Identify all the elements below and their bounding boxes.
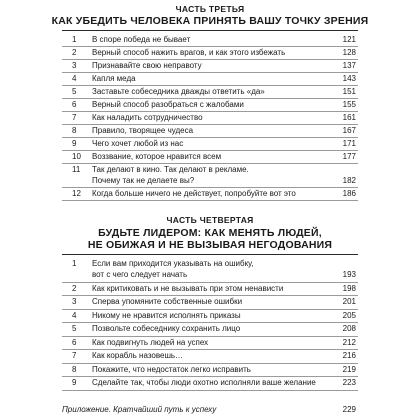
toc-item-page: 137 bbox=[342, 61, 356, 70]
part3-label: ЧАСТЬ ТРЕТЬЯ bbox=[175, 4, 245, 14]
toc-item-title: Так делают в кино. Так делают в рекламе. bbox=[92, 165, 249, 174]
toc-item-title: Воззвание, которое нравится всем bbox=[92, 152, 222, 161]
toc-row bbox=[62, 322, 358, 337]
toc-item-number: 4 bbox=[72, 74, 77, 83]
toc-item-page: 205 bbox=[342, 310, 356, 320]
toc-item-number: 10 bbox=[72, 152, 81, 161]
toc-item-title: вот с чего следует начать bbox=[92, 270, 188, 279]
part4-title-rule bbox=[62, 254, 358, 255]
toc-item-page: 186 bbox=[342, 188, 356, 198]
toc-item-page: 161 bbox=[342, 113, 356, 122]
toc-item-title: Верный способ разобраться с жалобами bbox=[92, 100, 244, 109]
afterword-row bbox=[62, 405, 358, 415]
toc-item-number: 11 bbox=[72, 165, 81, 174]
toc-row bbox=[62, 336, 358, 351]
toc-item-title: Если вам приходится указывать на ошибку, bbox=[92, 259, 254, 268]
toc-item-title: Правило, творящее чудеса bbox=[92, 126, 194, 135]
toc-row bbox=[62, 33, 358, 47]
toc-row bbox=[62, 59, 358, 73]
toc-item-page: 167 bbox=[342, 126, 356, 135]
toc-item-page: 193 bbox=[342, 270, 356, 279]
toc-item-number: 9 bbox=[72, 139, 77, 148]
toc-item-number: 12 bbox=[72, 188, 81, 198]
toc-item-page: 177 bbox=[342, 152, 356, 161]
toc-item-number: 5 bbox=[72, 87, 77, 96]
toc-row bbox=[62, 282, 358, 297]
toc-item-number: 7 bbox=[72, 351, 77, 360]
toc-item-title: Чего хочет любой из нас bbox=[92, 139, 184, 148]
toc-item-page: 128 bbox=[342, 48, 356, 57]
toc-item-number: 2 bbox=[72, 283, 77, 293]
toc-row bbox=[62, 72, 358, 86]
toc-item-number: 6 bbox=[72, 337, 77, 347]
toc-item-title: Как наладить сотрудничество bbox=[92, 113, 203, 122]
afterword-text: Приложение. Кратчайший путь к успеху bbox=[62, 405, 217, 414]
toc-row bbox=[62, 98, 358, 112]
toc-row bbox=[62, 309, 358, 324]
toc-item-page: 208 bbox=[342, 324, 356, 333]
part4-label: ЧАСТЬ ЧЕТВЕРТАЯ bbox=[166, 215, 254, 225]
toc-row bbox=[62, 163, 358, 188]
toc-row bbox=[62, 363, 358, 378]
toc-item-number: 8 bbox=[72, 364, 77, 374]
part4-title-line2: НЕ ОБИЖАЯ И НЕ ВЫЗЫВАЯ НЕГОДОВАНИЯ bbox=[87, 239, 333, 251]
toc-item-number: 1 bbox=[72, 35, 77, 44]
toc-item-title: Позвольте собеседнику сохранить лицо bbox=[92, 324, 241, 333]
toc-item-page: 198 bbox=[342, 283, 356, 293]
toc-row bbox=[62, 295, 358, 310]
toc-row bbox=[62, 150, 358, 164]
toc-row bbox=[62, 85, 358, 99]
toc-item-title: Покажите, что недостаток легко исправить bbox=[92, 364, 251, 374]
toc-item-title: Признавайте свою неправоту bbox=[92, 61, 202, 70]
toc-row bbox=[62, 376, 358, 391]
toc-row bbox=[62, 349, 358, 364]
toc-item-number: 5 bbox=[72, 324, 77, 333]
toc-item-number: 3 bbox=[72, 297, 77, 306]
toc-row bbox=[62, 111, 358, 125]
toc-item-title: Как критиковать и не вызывать при этом ненависти bbox=[92, 283, 284, 293]
toc-item-number: 9 bbox=[72, 378, 77, 387]
toc-item-title: Верный способ нажить врагов, и как этого избежать bbox=[92, 48, 286, 57]
afterword-page: 229 bbox=[342, 405, 356, 414]
toc-item-title: Заставьте собеседника дважды ответить «да» bbox=[92, 87, 265, 96]
toc-item-page: 212 bbox=[342, 337, 356, 347]
toc-item-page: 143 bbox=[342, 74, 356, 83]
toc-row bbox=[62, 137, 358, 151]
toc-item-number: 8 bbox=[72, 126, 77, 135]
toc-item-title: Никому не нравится исполнять приказы bbox=[92, 310, 241, 320]
toc-item-number: 4 bbox=[72, 310, 77, 320]
toc-item-title: Капля меда bbox=[92, 74, 136, 83]
toc-item-title: В споре победа не бывает bbox=[92, 35, 191, 44]
toc-item-title: Почему так не делаете вы? bbox=[92, 175, 195, 185]
toc-item-page: 151 bbox=[342, 87, 356, 96]
toc-item-number: 7 bbox=[72, 113, 77, 122]
toc-item-number: 1 bbox=[72, 259, 77, 268]
toc-item-page: 171 bbox=[342, 139, 356, 148]
toc-item-number: 6 bbox=[72, 100, 77, 109]
toc-item-page: 216 bbox=[342, 351, 356, 360]
toc-item-page: 223 bbox=[342, 378, 356, 387]
toc-item-page: 182 bbox=[342, 175, 356, 185]
toc-item-title: Когда больше ничего не действует, попробуйте вот это bbox=[92, 188, 296, 198]
part3-title-rule bbox=[62, 30, 358, 31]
toc-item-page: 155 bbox=[342, 100, 356, 109]
toc-item-number: 2 bbox=[72, 48, 77, 57]
toc-item-number: 3 bbox=[72, 61, 77, 70]
toc-row bbox=[62, 124, 358, 138]
toc-row bbox=[62, 257, 358, 283]
toc-row bbox=[62, 46, 358, 60]
toc-row bbox=[62, 187, 358, 201]
toc-item-title: Как корабль назовешь… bbox=[92, 351, 184, 360]
toc-item-page: 121 bbox=[342, 35, 356, 44]
toc-item-page: 201 bbox=[342, 297, 356, 306]
toc-item-title: Сперва упомяните собственные ошибки bbox=[92, 297, 243, 306]
toc-item-title: Сделайте так, чтобы люди охотно исполняли ваше желание bbox=[92, 378, 316, 387]
part4-title-line1: БУДЬТЕ ЛИДЕРОМ: КАК МЕНЯТЬ ЛЮДЕЙ, bbox=[98, 227, 322, 239]
part3-title: КАК УБЕДИТЬ ЧЕЛОВЕКА ПРИНЯТЬ ВАШУ ТОЧКУ ЗРЕНИЯ bbox=[51, 15, 369, 27]
toc-item-title: Как подвигнуть людей на успех bbox=[92, 337, 209, 347]
toc-item-page: 219 bbox=[342, 364, 356, 374]
